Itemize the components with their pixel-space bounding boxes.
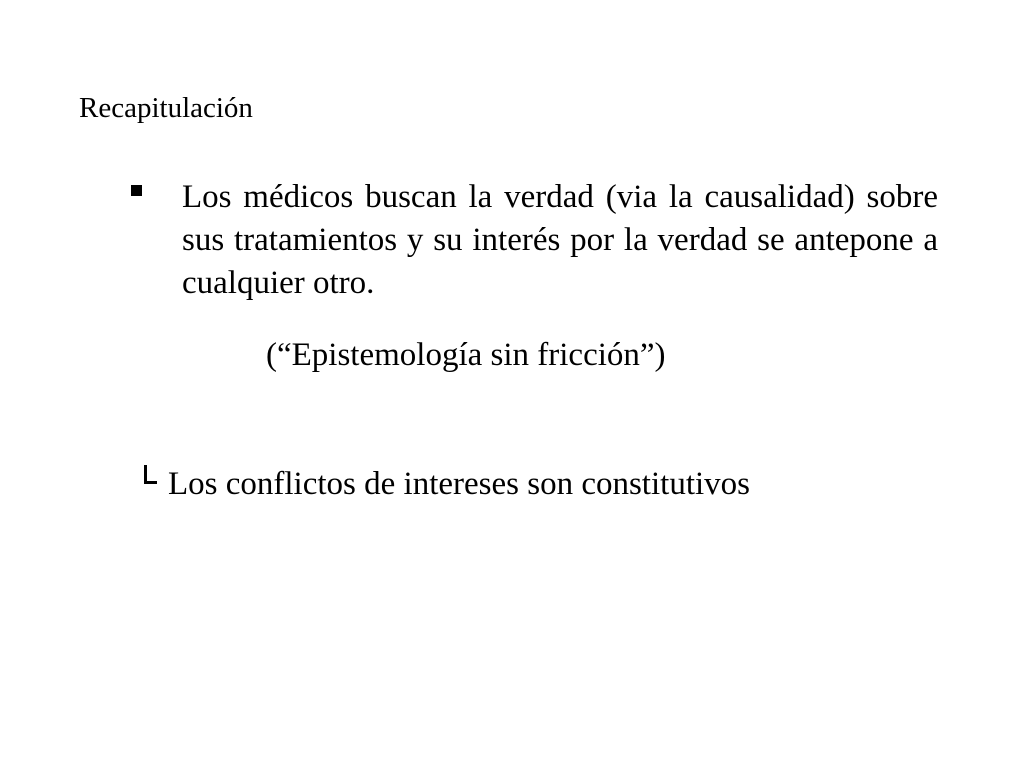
corner-arrow-icon [144, 465, 157, 484]
quote-text: (“Epistemología sin fricción”) [266, 337, 666, 373]
slide-title: Recapitulación [79, 92, 253, 124]
conclusion-text: Los conflictos de intereses son constitutivos [168, 466, 750, 502]
square-bullet-icon [131, 185, 142, 196]
bullet-text: Los médicos buscan la verdad (via la causalidad) sobre sus tratamientos y su interés por la verdad se antepone a cualquier otro. [182, 179, 938, 301]
